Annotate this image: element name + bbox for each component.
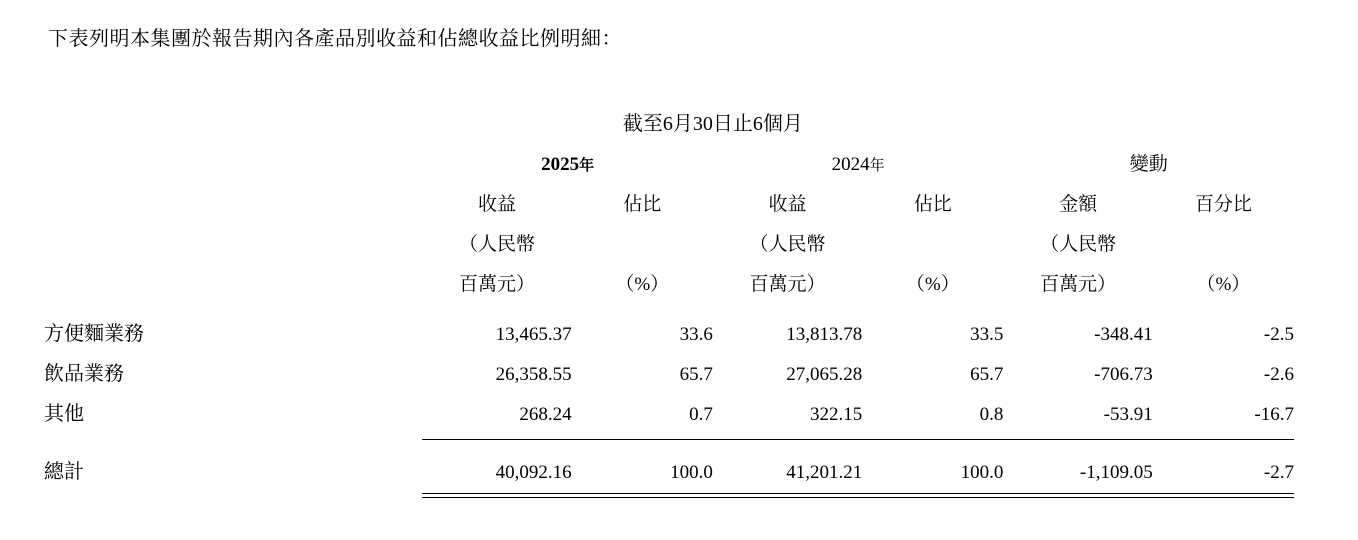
empty-cell <box>44 426 422 440</box>
total-change-amount: -1,109.05 <box>1079 462 1153 483</box>
unit-share-2024: （%） <box>905 274 960 295</box>
header-share-2024: 佔比 <box>913 194 952 215</box>
cell-revenue-2024: 27,065.28 <box>786 364 863 385</box>
unit-change-amount-line1: （人民幣 <box>1040 234 1117 255</box>
unit-revenue-2024-line2: 百萬元） <box>749 274 826 295</box>
intro-paragraph: 下表列明本集團於報告期內各產品別收益和佔總收益比例明細： <box>48 28 622 50</box>
table-row-total <box>44 440 1294 484</box>
table-row <box>44 306 1294 346</box>
empty-cell <box>44 136 422 176</box>
table-row <box>44 346 1294 386</box>
rule-revenue-2024 <box>713 426 862 440</box>
empty-cell <box>44 176 422 216</box>
rule-share-2024 <box>862 426 1003 440</box>
total-change-percent: -2.7 <box>1263 462 1294 483</box>
empty-cell <box>1003 96 1152 136</box>
total-rule-share-2025 <box>572 484 713 498</box>
cell-change-percent: -2.5 <box>1263 324 1294 345</box>
table-row <box>44 386 1294 426</box>
cell-share-2025: 65.7 <box>679 364 713 385</box>
year-header-row <box>44 136 1294 176</box>
revenue-breakdown-table <box>44 96 1294 498</box>
header-change-percent: 百分比 <box>1194 194 1252 215</box>
subtotal-rule-row <box>44 426 1294 440</box>
empty-cell <box>44 256 422 296</box>
year-2024-suffix: 年 <box>869 158 885 174</box>
change-header: 變動 <box>1129 154 1168 175</box>
rule-change-amount <box>1003 426 1152 440</box>
cell-share-2024: 0.8 <box>979 404 1004 425</box>
row-label: 飲品業務 <box>44 363 124 385</box>
total-rule-revenue-2025 <box>422 484 571 498</box>
total-rule-change-amount <box>1003 484 1152 498</box>
total-rule-change-percent <box>1153 484 1294 498</box>
year-2024-header <box>713 136 1004 176</box>
unit-line2-row <box>44 256 1294 296</box>
unit-change-percent: （%） <box>1196 274 1251 295</box>
empty-cell <box>862 216 1003 256</box>
unit-share-2025: （%） <box>615 274 670 295</box>
period-header-row <box>44 96 1294 136</box>
cell-revenue-2025: 13,465.37 <box>495 324 572 345</box>
cell-revenue-2025: 268.24 <box>519 404 572 425</box>
spacer-cell <box>44 296 1294 306</box>
cell-change-amount: -348.41 <box>1094 324 1153 345</box>
row-label: 其他 <box>44 403 84 425</box>
year-2025-number: 2025 <box>541 154 580 175</box>
unit-revenue-2025-line1: （人民幣 <box>458 234 535 255</box>
rule-revenue-2025 <box>422 426 571 440</box>
rule-change-percent <box>1153 426 1294 440</box>
year-2025-header <box>422 136 713 176</box>
cell-revenue-2025: 26,358.55 <box>495 364 572 385</box>
year-2025-suffix: 年 <box>579 158 595 174</box>
cell-change-percent: -16.7 <box>1254 404 1294 425</box>
empty-cell <box>1153 216 1294 256</box>
row-label: 方便麵業務 <box>44 323 144 345</box>
total-rule-row <box>44 484 1294 498</box>
unit-line1-row <box>44 216 1294 256</box>
total-label: 總計 <box>44 461 84 483</box>
empty-cell <box>44 96 422 136</box>
unit-change-amount-line2: 百萬元） <box>1040 274 1117 295</box>
cell-change-percent: -2.6 <box>1263 364 1294 385</box>
empty-cell <box>572 216 713 256</box>
empty-cell <box>44 216 422 256</box>
unit-revenue-2025-line2: 百萬元） <box>458 274 535 295</box>
header-revenue-2025: 收益 <box>477 194 516 215</box>
empty-cell <box>44 484 422 498</box>
cell-share-2025: 0.7 <box>689 404 713 425</box>
header-revenue-2024: 收益 <box>768 194 807 215</box>
total-rule-share-2024 <box>862 484 1003 498</box>
metric-header-row <box>44 176 1294 216</box>
cell-share-2024: 33.5 <box>970 324 1004 345</box>
total-rule-revenue-2024 <box>713 484 862 498</box>
empty-cell <box>1153 96 1294 136</box>
spacer-row <box>44 296 1294 306</box>
total-share-2025: 100.0 <box>670 462 713 483</box>
unit-revenue-2024-line1: （人民幣 <box>749 234 826 255</box>
total-revenue-2025: 40,092.16 <box>495 462 572 483</box>
cell-revenue-2024: 13,813.78 <box>786 324 863 345</box>
header-change-amount: 金額 <box>1059 194 1098 215</box>
total-share-2024: 100.0 <box>960 462 1004 483</box>
year-2024-number: 2024 <box>831 154 870 175</box>
cell-share-2025: 33.6 <box>679 324 713 345</box>
cell-share-2024: 65.7 <box>970 364 1004 385</box>
cell-change-amount: -706.73 <box>1094 364 1153 385</box>
cell-change-amount: -53.91 <box>1103 404 1153 425</box>
cell-revenue-2024: 322.15 <box>809 404 863 425</box>
rule-share-2025 <box>572 426 713 440</box>
header-share-2025: 佔比 <box>623 194 662 215</box>
total-revenue-2024: 41,201.21 <box>786 462 863 483</box>
period-header: 截至6月30日止6個月 <box>622 113 803 135</box>
